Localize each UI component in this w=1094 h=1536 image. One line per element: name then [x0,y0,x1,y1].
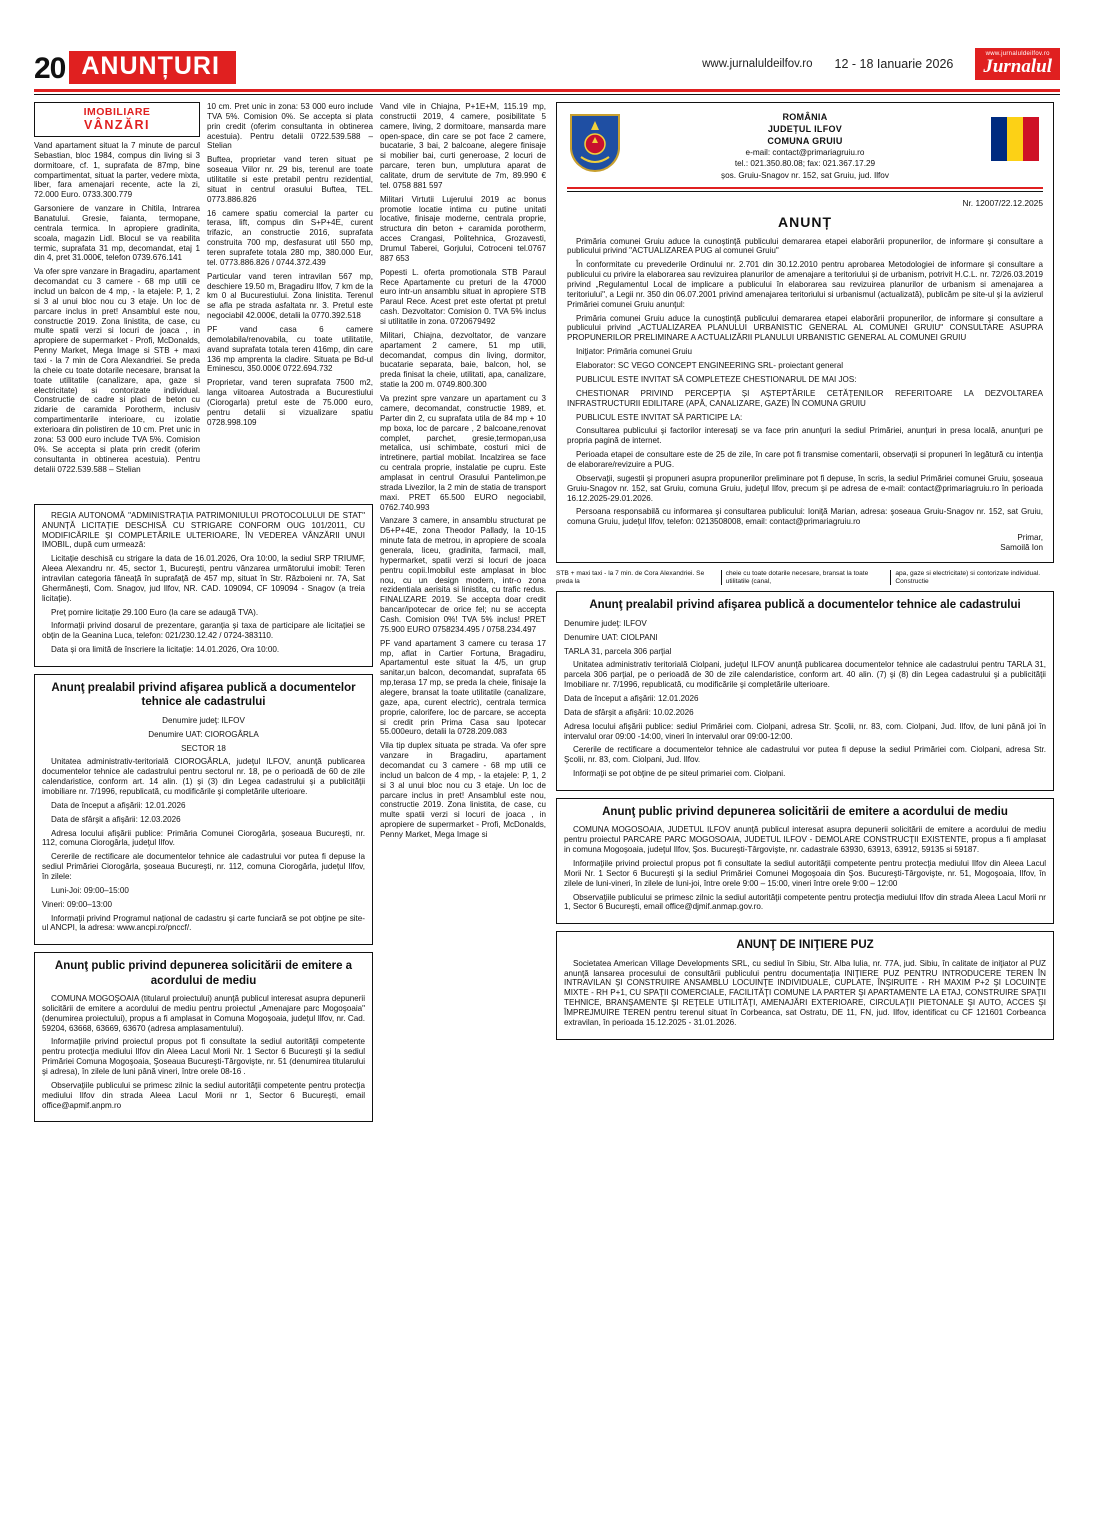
continuation-text: STB + maxi taxi - la 7 min. de Cora Alexandriei. Se preda la [556,570,705,585]
coat-of-arms-icon [567,111,623,173]
classified-ad: Proprietar, vand teren suprafata 7500 m2, langa viitoarea Autostrada a Bucurestiului (Ciorogarla) pretul este de 75.000 euro, pentru detalii si vizualizare spatiu 0728.998.109 [207,378,373,427]
ciorogarla-line: Denumire UAT: CIOROGÂRLA [148,729,259,739]
page-content [34,102,1060,1502]
logo-top-text: www.jurnaluldeilfov.ro [985,51,1050,57]
ciorogarla-paragraph: Data de început a afişării: 12.01.2026 [51,800,186,810]
classified-ad: Vanzare 3 camere, in ansamblu structurat pe D5+P+4E, zona Theodor Pallady, la 10-15 minute fata de metrou, in apropiere de scoala generala, liceu, gradinita, farmacii, mall, hypermarket, spatii verzi si locuri de joaca pentru copii.Imobilul este amplasat in bloc nou, cu un design modern, intr-o zona rezidentiala aerisita si linistita, cu trafic redus. FINALIZARE 2019. Se accepta doar credit bancar/ipotecar de orice fel; nu se accepta Cash. Comision 0%! TVA 5% inclus! PRET 75.900 EURO 0758234.495 / 0758.234.497 [380,516,546,634]
left-wide-column [34,504,373,1130]
official-header [567,111,1043,181]
classified-ad: PF vand casa 6 camere demolabila/renovabila, cu toate utilitatile, avand suprafata totala teren 416mp, din care 136 mp amprenta la cladire. Situata pe Bd-ul Eminescu, 350.000€ 0722.694.732 [207,325,373,374]
masthead-right [702,48,1060,84]
county-name: JUDEȚUL ILFOV [767,124,843,135]
official-paragraph: Observaţii, sugestii şi propuneri asupra propunerilor preliminare pot fi depuse, în scris, la sediul Primăriei comunei Gruiu, şoseaua Gruiu-Snagov nr. 152, sat Gruiu, comuna Gruiu, judeţul Ilfov, precum şi pe adresa de e-mail: contact@primariagruiu.ro în perioada 16.12.2025-29.01.2026. [567,473,1043,503]
mogosoaia-left-paragraph: Observaţiile publicului se primesc zilnic la sediul autorităţii competente pentru protecţia mediului Ilfov din strada Aleea Lacul Morii nr 1, Sector 6 Bucureşti, email office@apmif.anpm.ro [42,1080,365,1110]
regia-autonoma-notice [34,504,373,667]
classified-ad: Militari, Chiajna, dezvoltator, de vanzare apartament 2 camere, 51 mp utili, decomandat, compus din living, dormitor, bucatarie separata, baie, balcon, hol, se preda finisat la cheie, utilitati, apa, canalizare, statie la 200 m. 0749.800.300 [380,330,546,390]
regia-paragraph: Informații privind dosarul de prezentare, garanția și taxa de participare ale licitației se obțin de la Geanina Luca, telefon: 021/230.12.42 / 0724-383110. [42,621,365,641]
official-address: șos. Gruiu-Snagov nr. 152, sat Gruiu, jud. Ilfov [721,170,889,180]
ciolpani-paragraph: Informaţii se pot obţine de pe siteul primariei com. Ciolpani. [573,769,786,779]
official-paragraph: Primăria comunei Gruiu aduce la cunoştinţă publicului demararea etapei elaborării propunerilor, de informare şi consultare a publicului privind „ACTUALIZAREA PLANULUI URBANISTIC GENERAL AL COMUNEI GRUIU" CONSULTARE ASUPRA PROPUNERILOR PRELIMINARE A ACTUALIZĂRII PLANULUI URBANISTIC GENERAL AL COMUNEI GRUIU [567,313,1043,343]
official-paragraph: PUBLICUL ESTE INVITAT SĂ COMPLETEZE CHESTIONARUL DE MAI JOS: [576,374,857,384]
mogosoaia-mediu-notice-left [34,952,373,1122]
ciorogarla-paragraph: Unitatea administrativ-teritorială CIOROGÂRLA, judeţul ILFOV, anunţă publicarea documentelor tehnice ale cadastrului pentru sectorul nr. 18, pe o perioadă de 60 de zile calendaristice, conform art. 14 alin. (1) şi (3) din Legea cadastrului şi a publicităţii imobiliare nr. 7/1996, republicată, cu modificările şi completările ulterioare. [42,757,365,796]
page-number: 20 [34,52,66,85]
ciolpani-paragraph: Adresa locului afişării publice: sediul Primăriei com. Ciolpani, adresa Str. Şcolii, nr. 83, com. Ciolpani, Jud. Ilfov, de luni până joi în intervalul orar 09:00 -14:00, vineri în intervalul orar 09:00-12:00. [564,721,1046,741]
imobiliare-label: IMOBILIARE [83,106,151,118]
site-url[interactable]: www.jurnaluldeilfov.ro [702,58,813,70]
ciolpani-cadastru-notice [556,591,1054,791]
ciolpani-paragraph: Data de sfârşit a afişării: 10.02.2026 [564,707,694,717]
official-paragraph: Perioada etapei de consultare este de 25 de zile, în care pot fi transmise comentarii, observații si propuneri în legătură cu intenţia de elaborare/revizuire a PUG. [567,450,1043,469]
announcement-heading: ANUNȚ [778,213,832,230]
ciolpani-line: Denumire judeţ: ILFOV [564,618,647,628]
puz-initiere-notice [556,931,1054,1039]
puz-title: ANUNŢ DE INIŢIERE PUZ [736,939,874,952]
section-title: ANUNȚURI [69,51,236,84]
classified-ad: Vand apartament situat la 7 minute de parcul Sebastian, bloc 1984, compus din living si 3 dormitoare, cf. 1, suprafata de 87mp, bine compartimentat, situat la parter, vedere mixta, liber, fara amenajari recente, acte la zi, 72.000 Euro. 0733.300.779 [34,141,200,200]
official-paragraph: PUBLICUL ESTE INVITAT SĂ PARTICIPE LA: [576,412,743,422]
ciolpani-line: Denumire UAT: CIOLPANI [564,632,658,642]
classified-continuation-strip [556,570,1054,585]
mogosoaia-right-paragraph: Informaţiile privind proiectul propus pot fi consultate la sediul autorităţii competente pentru protecţia mediului Ilfov din Aleea Lacul Morii Nr. 1 Sector 6 Bucureşti şi la sediul Primăriei Comunei Mogoşoaia din Şos. Bucureşti-Târgovişte, nr. 51, Mogoşoaia, Ilfov, în zilele de luni-vineri, în zilele de luni-joi, între orele 9:00 – 15:00, vineri între orele 9:00 – 12:00 [564,858,1046,888]
document-number: Nr. 12007/22.12.2025 [962,197,1043,208]
classified-ad: Popesti L. oferta promotionala STB Paraul Rece Apartamente cu preturi de la 47000 euro intr-un ansamblu situat in apropiere STB Paraul Rece. Acest pret este ofertat pt pretul cash. Dezvoltator: Comision 0. TVA 5% inclus si utilitatile in zona. 0720679492 [380,267,546,327]
official-phones: tel.: 021.350.80.08; fax: 021.367.17.29 [734,159,876,169]
mogosoaia-right-paragraph: Observaţiile publicului se primesc zilnic la sediul autorităţii competente pentru protecţia mediului Ilfov din strada Aleea Lacul Morii nr 1, Sector 6 Bucureşti, email office@djmif.anmap.gov.ro. [564,892,1046,912]
mogosoaia-right-title: Anunţ public privind depunerea solicitării de emitere a acordului de mediu [602,806,1008,819]
official-paragraph: Persoana responsabilă cu informarea şi consultarea publicului: Ioniţă Marian, adresa: şoseaua Gruiu-Snagov nr. 152, sat Gruiu, comuna Gruiu, judeţul Ilfov, telefon: 0213508008, email: contact@primariagruiu.ro [567,507,1043,527]
classified-ad: Vand vile in Chiajna, P+1E+M, 115.19 mp, constructii 2019, 4 camere, posibilitate 5 camere, living, 2 dormitoare, mansarda mare open-space, din care se pot face 2 camere, bucatarie, 3 bai, 2 balcoane, alegere finisaje si mobilier bai, curti generoase, 2 locuri de parcare, teren bun, umplutura aparat de calitate, drum de servitute de 7m, 89.990 € tel. 0758 881 597 [380,102,546,190]
ciorogarla-line: Denumire judeţ: ILFOV [162,715,245,725]
ciolpani-paragraph: Unitatea administrativ teritorială Ciolpani, judeţul ILFOV anunţă publicarea documentelor tehnice ale cadastrului pentru TARLA 31, parcela 306 parţial, pe o perioadă de 30 de zile calendaristice, conform art. 40 alin. (7) şi (8) din Legea cadastrului şi a publicităţii Imobiliare nr. 7/1996, republicată, cu modificările şi completările ulterioare. [564,660,1046,690]
classified-ad: Va ofer spre vanzare in Bragadiru, apartament decomandat cu 3 camere - 68 mp utili ce includ un balcon de 4 mp, - la etajele: P, 1, 2 si 3 al unui bloc nou cu 3 etaje. Un loc de parcare inclus in pret! Ansamblul este nou, constructie 2019. Zona linistita, de case, cu multe spatii verzi si locuri de joaca , in apropiere de supermarket - Profi, McDonalds, Penny Market, Mega Image si STB + maxi taxi - la 7 min de Cora Alexandriei. Se preda la cheie cu toate dotarile necesare, bransat la toate utilitatile (canalizare, apa, gaze si electricitate) si contorizate individual. Constructie de cadre si placi de beton cu zidarie de caramida Porotherm, inclusiv compartimentarile interioare, cu izolatie exterioara din polistiren de 10 cm. Pret unic in zona: 53 000 euro include TVA 5%. Comision 0%. Se accepta si plata prin credit (oferim consultanta in obtinerea acestuia). Pentru detalii 0722.539.588 – Stelian [34,267,200,474]
mogosoaia-left-title: Anunţ public privind depunerea solicitării de emitere a acordului de mediu [54,960,353,987]
left-zone [34,102,546,1502]
ciolpani-line: TARLA 31, parcela 306 parţial [564,646,672,656]
mogosoaia-left-paragraph: Informaţiile privind proiectul propus pot fi consultate la sediul autorităţii competente pentru protecţia mediului Ilfov din Aleea Lacul Morii Nr. 1 Sector 6 Bucureşti şi la sediul Primăriei Comuna Mogoşoaia, Şoseaua Bucureşti-Târgovişte, nr. 51 (denumirea titularului şi adresa), în zilele de luni până vineri, între orele 08-16 . [42,1037,365,1077]
mogosoaia-mediu-notice-right [556,798,1054,924]
regia-paragraph: REGIA AUTONOMĂ "ADMINISTRAȚIA PATRIMONIULUI PROTOCOLULUI DE STAT" ANUNȚĂ LICITAȚIE DESCHISĂ CU STRIGARE CONFORM OUG 101/2011, CU MODIFICĂRILE ȘI COMPLETĂRILE ULTERIOARE, ÎN VEDEREA VÂNZĂRII UNUI IMOBIL, după cum urmează: [42,510,365,550]
ciolpani-paragraph: Data de început a afişării: 12.01.2026 [564,694,699,703]
right-zone [556,102,1054,1502]
ciorogarla-title: Anunţ prealabil privind afişarea publică a documentelor tehnice ale cadastrului [51,682,356,709]
signature-role: Primar, [1017,533,1043,543]
mogosoaia-left-paragraph: COMUNA MOGOŞOAIA (titularul proiectului) anunţă publicul interesat asupra depunerii solicitării de emitere a acordului de mediu pentru proiectul „Amenajare parc Mogoşoaia"(denumirea proiectului), propus a fi amplasat in Comuna Mogoşoaia, judeţul Ilfov, nr. Cad. 59204, 63668, 63669, 63670 (adresa amplasamentului). [42,994,365,1033]
official-paragraph: În conformitate cu prevederile Ordinului nr. 2.701 din 30.12.2010 pentru aprobarea Metodologiei de informare și consultare a publicului cu privire la elaborarea sau revizuirea planurilor de amenajare a teritoriului și de urbanism, potrivit H.C.L. nr. 72/26.03.2019 privind „Regulamentul Local de implicare a publicului în elaborarea sau revizuirea planurilor de urbanism si amenajarea a teritoriului", a Legii nr. 350 din 06.07.2001 privind amenajarea teritoriului si urbanismul (actualizată), publicăm pe site-ul şi la avizierul Primăriei comunei Gruiu anunţul: [567,260,1043,309]
official-red-rule [567,187,1043,189]
regia-paragraph: Preț pornire licitație 29.100 Euro (la care se adaugă TVA). [51,607,259,617]
ciorogarla-paragraph: Cererile de rectificare ale documentelor tehnice ale cadastrului vor putea fi depuse la sediul Primăriei Ciorogârla, şoseaua Bucureşti, nr. 112, comuna Ciorogârla, judeţul Ilfov, în zilele: [42,852,365,881]
classified-ad: Vila tip duplex situata pe strada. Va ofer spre vanzare in Bragadiru, apartament decomandat cu 3 camere - 68 mp utili ce includ un balcon de 4 mp, - la etajele: P, 1, 2 si 3 al unui bloc nou cu 3 etaje. Un loc de parcare inclus in pret! Ansamblul este nou, constructie 2019. Zona linistita, de case, cu multe spatii verzi si locuri de joaca , in apropiere de supermarket - Profi, McDonalds, Penny Market, Mega Image si [380,741,546,840]
official-paragraph: Iniţiator: Primăria comunei Gruiu [576,347,693,357]
continuation-text: apa, gaze si electricitate) si contorizate individual. Constructie [890,570,1054,585]
publication-logo [975,48,1060,80]
official-email[interactable]: e-mail: contact@primariagruiu.ro [745,148,865,158]
left-spacer-column [380,504,546,1130]
header-red-rule [34,89,1060,92]
official-paragraph: CHESTIONAR PRIVIND PERCEPȚIA ȘI AȘTEPTĂRILE CETĂȚENILOR REFERITOARE LA DEZVOLTAREA INFRASTRUCTURII EDILITARE (APĂ, CANALIZARE, GAZE) ÎN COMUNA GRUIU [567,388,1043,408]
classified-ad: Buftea, proprietar vand teren situat pe soseaua Viilor nr. 29 bis, terenul are toate utilitatile si este pretabil pentru rezidential, situat in centrul orasului Buftea, TEL. 0773.886.826 [207,155,373,204]
mogosoaia-right-paragraph: COMUNA MOGOSOAIA, JUDETUL ILFOV anunţă publicul interesat asupra depunerii solicitării de emitere a acordului de mediu pentru proiectul PARCARE PARC MOGOSOAIA, JUDETUL ILFOV - DEMOLARE CONSTRUCŢII EXISTENTE, propus a fi amplasat in comuna Mogoşoaia, judeţul Ilfov, Şos. Bucureşti-Târgovişte, nr. cadastrale 63930, 63913, 63912, 59135 si 59187. [564,825,1046,855]
official-paragraph: Primăria comunei Gruiu aduce la cunoştinţă publicului demararea etapei elaborării propunerilor, de informare şi consultare a publicului privind "ACTUALIZAREA PUG al comunei Gruiu" [567,236,1043,256]
logo-main-text: Jurnalul [983,56,1052,77]
gruiu-official-announcement [556,102,1054,563]
regia-paragraph: Licitație deschisă cu strigare la data de 16.01.2026, Ora 10:00, la sediul SRP TRIUMF, Aleea Alexandru nr. 45, sector 1, București, pentru vânzarea următorului imobil: Teren intravilan categoria fâneață în suprafață de 457 mp, situat în Str. Războieni nr. 7A, Sat Ghermănești, Com. Snagov, jud Ilfov, NR. CAD. 109094, CF 109094 - Snagov (a treia licitație). [42,554,365,603]
ciorogarla-paragraph: Luni-Joi: 09:00–15:00 [51,885,129,895]
classified-ad: Garsoniere de vanzare in Chitila, Intrarea Banatului. Gresie, faianta, termopane, centrala termica. In apropiere gradinita, scoala, magazin Lidl. Blocul se va reabilita termic, suprafata 31 mp, decomandat, etaj 1 din 4, pret 31.000€, telefon 0739.676.141 [34,204,200,263]
lower-left-blocks [34,504,546,1130]
country-name: ROMÂNIA [782,112,828,122]
romania-flag-icon [987,111,1043,173]
signature-name: Samoilă Ion [1000,543,1043,553]
masthead [34,38,1060,84]
header-thin-rule [34,94,1060,95]
issue-date: 12 - 18 Ianuarie 2026 [834,57,954,71]
ciorogarla-paragraph: Data de sfârşit a afişării: 12.03.2026 [51,814,181,824]
right-zone-spacer [556,1047,1054,1502]
official-paragraph: Consultarea publicului şi factorilor interesaţi se va face prin anunţuri la sediul Primăriei, anunţuri in presa locală, anunţuri pe propria pagină de internet. [567,426,1043,446]
imobiliare-header [34,102,200,137]
official-title-block [631,111,979,181]
ciolpani-paragraph: Cererile de rectificare a documentelor tehnice ale cadastrului vor putea fi depuse la sediul Primăriei com. Ciolpani, adresa Str. Şcolii, nr. 83, com. Ciolpani, Jud. Ilfov. [564,745,1046,765]
commune-name: COMUNA GRUIU [767,136,843,147]
vanzari-label: VÂNZĂRI [83,118,151,132]
official-thin-rule [567,191,1043,192]
ciolpani-title: Anunţ prealabil privind afişarea publică a documentelor tehnice ale cadastrului [589,599,1021,612]
classified-ad: PF vand apartament 3 camere cu terasa 17 mp, aflat in Cartier Fortuna, Bragadiru, Apartamentul este situat la 4/5, un grup sanitar,un balcon, decomandat, suprafata 65 mp,terasa 17 mp, se preda la cheie, finisaje la alegere, bransat la toate utilitatile (canalizare, gaze, apa, curent electric), centrala termica proprie, calorifere, loc de parcare, se accepta si credit prin Prima Casa sau Ipotecar 55.000euro, detalii la 0728.209.083 [380,638,546,737]
classified-ad: Militari Virtutii Lujerului 2019 ac bonus promotie locatie intima cu putine unitati locative, finisaje moderne, centrala proprie, structura din beton + caramida porotherm, acces Crangasi, Politehnica, Grozavesti, Drumul Taberei, Gorjului, Cotroceni tel.0767 887 653 [380,194,546,263]
classified-ad: 16 camere spatiu comercial la parter cu terasa, lift, compus din S+P+4E, curent trifazic, an constructie 2016, suprafata construita 700 mp, desfasurat util 550 mp, teren suprafete totala 280 mp, 380.000 Eur, tel. 0773.886.826 / 0744.372.439 [207,208,373,267]
ciorogarla-paragraph: Informaţii privind Programul naţional de cadastru şi carte funciară se pot obţine pe site-ul ANCPI, la adresa: www.ancpi.ro/pnccf/. [42,913,365,933]
classified-ad: Va prezint spre vanzare un apartament cu 3 camere, decomandat, constructie 1989, et. Parter din 2, cu suprafata utila de 84 mp + 10 mp boxa, loc de parcare , 2 balcoane,renovat complet, parchet, gresie,termopan,usa metalica, usi schimbate, costuri mici de intretinere, partial mobilat. Incalzirea se face cu centrala proprie, instalatie pe cupru. Este amplasat in centrul Orasului Pantelimon,pe strada Livezilor, la 2 min de statia de transport maxi. PRET 65.500 EURO negociabil, 0762.740.993 [380,394,546,512]
ciorogarla-line: SECTOR 18 [181,743,226,753]
ciorogarla-cadastru-notice [34,674,373,945]
classified-ad: 10 cm. Pret unic in zona: 53 000 euro include TVA 5%. Comision 0%. Se accepta si plata prin credit (oferim consultanta in obtinerea acestuia). Pentru detalii 0722.539.588 – Stelian [207,102,373,151]
signature-block [567,533,1043,553]
column-separator [546,102,556,1502]
official-paragraph: Elaborator: SC VEGO CONCEPT ENGINEERING SRL- proiectant general [576,361,844,371]
ciorogarla-paragraph: Vineri: 09:00–13:00 [42,899,113,909]
continuation-text: cheie cu toate dotarile necesare, bransat la toate utilitatile (canal, [721,570,885,585]
puz-paragraph: Societatea American Village Developments SRL, cu sediul în Sibiu, Str. Alba Iulia, nr. 77A, jud. Sibiu, în calitate de iniţiator al PUZ anunţă lansarea procesului de consultării publicului pentru documentaţia INIŢIERE PUZ PENTRU INTRODUCERE TEREN ÎN INTRAVILAN ŞI CONSTRUIRE ANSAMBLU LOCUINŢE INDIVIDUALE, CUPLATE, ÎNŞIRUITE - RH MAXIM P+2 ŞI LOCUINŢE MIXTE - RH P+1, CU SPAŢII COMERCIALE, FACILITĂŢI COMUNE LA PARTER ŞI APARTAMENTE LA ETAJ, CONSTRUIRE SPAŢII TEHNICE, BRANŞAMENTE ŞI REŢELE UTILITĂŢI, AMENAJĂRI EXTERIOARE, CIRCULAŢII PIETONALE ŞI AUTO, ACCES ŞI ÎMPREJMUIRE TEREN pentru terenul situat în Corbeanca, sat Ostratu, DE 11, FN, jud. Ilfov, identificat cu CF 121601 Corbeanca extravilan, în perioada 15.12.2025 - 31.01.2026. [564,958,1046,1027]
ciorogarla-paragraph: Adresa locului afişării publice: Primăria Comunei Ciorogârla, şoseaua Bucureşti, nr. 112, comuna Ciorogârla, judeţul Ilfov. [42,828,365,848]
regia-paragraph: Data și ora limită de înscriere la licitație: 14.01.2026, Ora 10:00. [51,645,280,655]
classified-ad: Particular vand teren intravilan 567 mp, deschiere 19.50 m, Bragadiru Ilfov, 7 km de la km 0 al Bucurestiului. Zona linistita. Terenul se afla pe strada asfaltata nr. 3. Pretul este negociabil 42.000€, detalii la 0770.392.518 [207,271,373,321]
